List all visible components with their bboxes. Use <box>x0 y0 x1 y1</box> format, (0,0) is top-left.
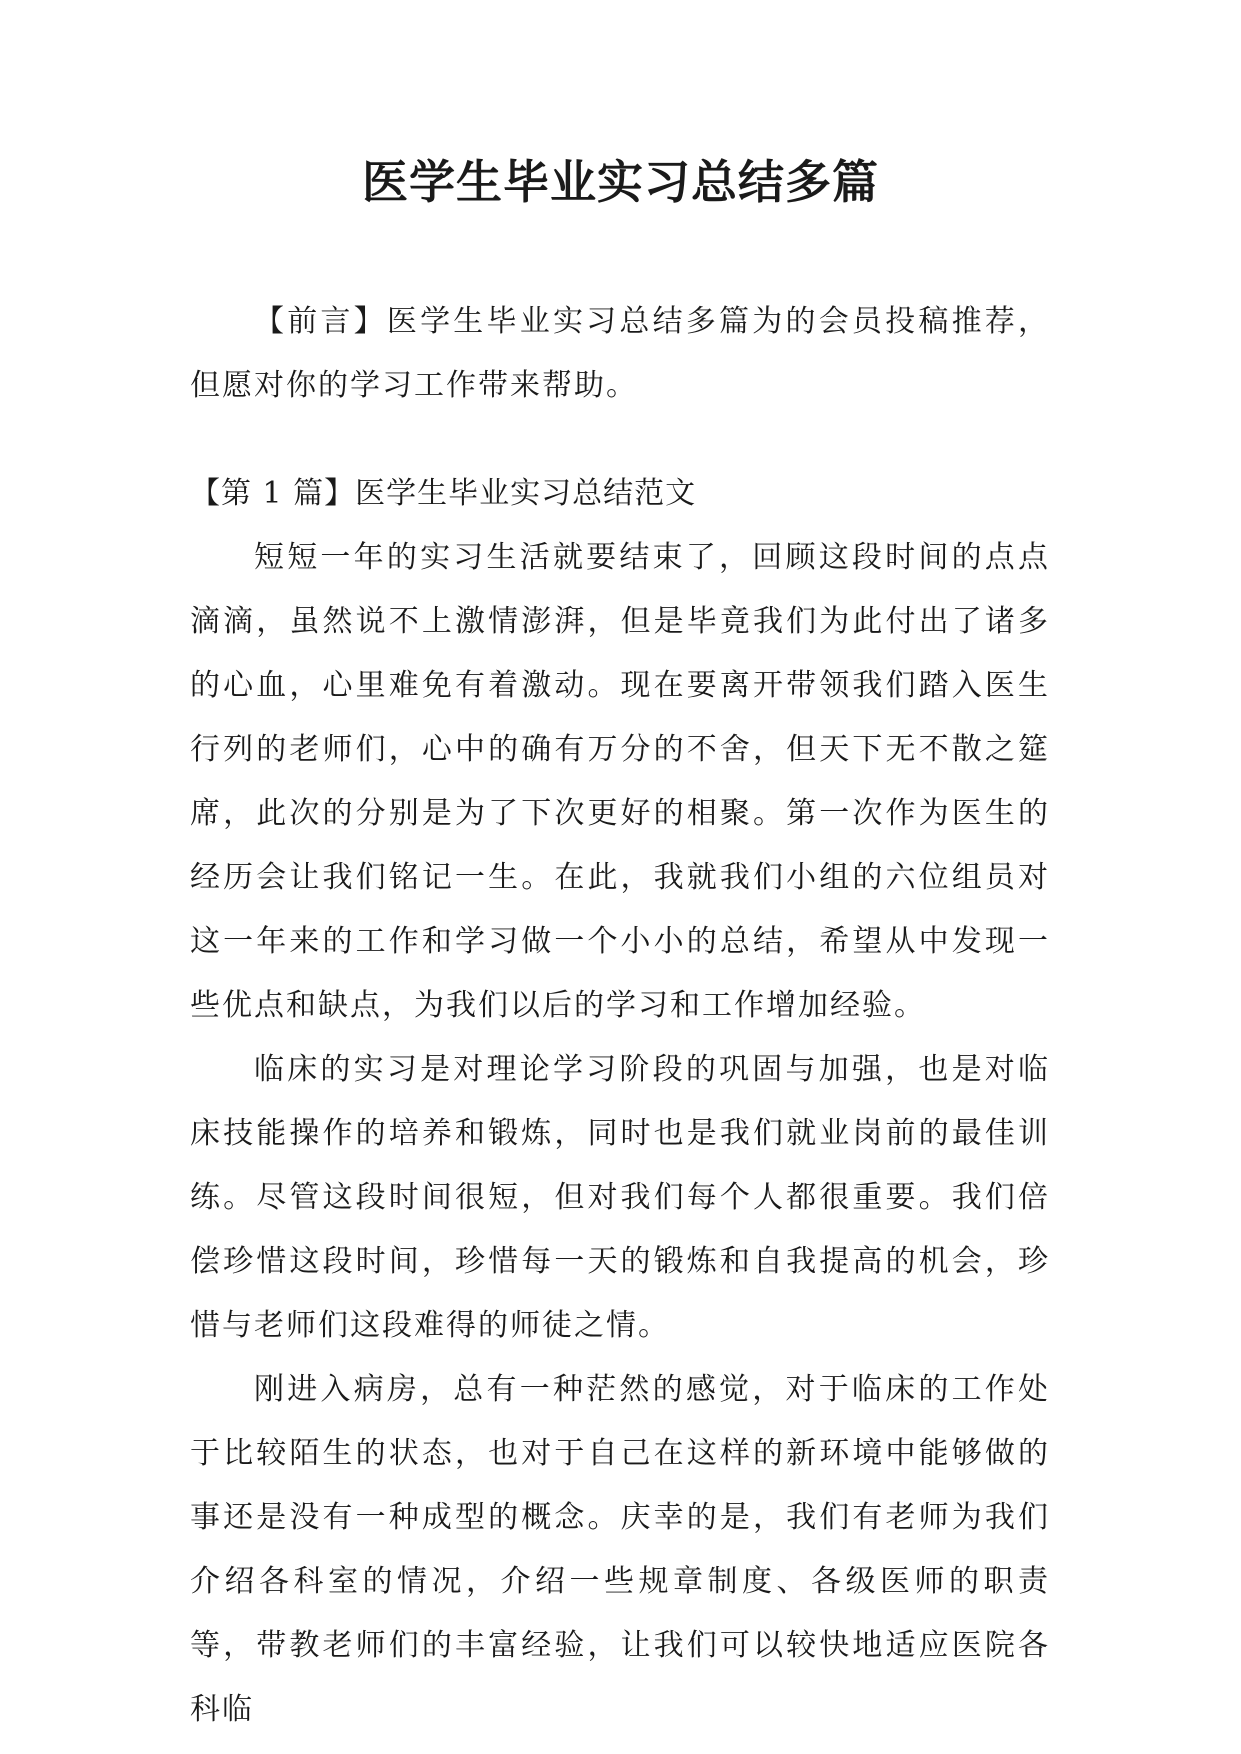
article-paragraph: 刚进入病房，总有一种茫然的感觉，对于临床的工作处于比较陌生的状态，也对于自己在这样的新环境中能够做的事还是没有一种成型的概念。庆幸的是，我们有老师为我们介绍各科室的情况，介绍一些规章制度、各级医师的职责等，带教老师们的丰富经验，让我们可以较快地适应医院各科临 <box>190 1372 1050 1727</box>
article-paragraph: 临床的实习是对理论学习阶段的巩固与加强，也是对临床技能操作的培养和锻炼，同时也是我们就业岗前的最佳训练。尽管这段时间很短，但对我们每个人都很重要。我们倍偿珍惜这段时间，珍惜每一天的锻炼和自我提高的机会，珍惜与老师们这段难得的师徒之情。 <box>190 1052 1050 1343</box>
article-paragraph: 短短一年的实习生活就要结束了，回顾这段时间的点点滴滴，虽然说不上激情澎湃，但是毕竟我们为此付出了诸多的心血，心里难免有着激动。现在要离开带领我们踏入医生行列的老师们，心中的确有万分的不舍，但天下无不散之筵席，此次的分别是为了下次更好的相聚。第一次作为医生的经历会让我们铭记一生。在此，我就我们小组的六位组员对这一年来的工作和学习做一个小小的总结，希望从中发现一些优点和缺点，为我们以后的学习和工作增加经验。 <box>190 540 1050 1023</box>
document-title: 医学生毕业实习总结多篇 <box>362 155 879 209</box>
preface-section <box>190 290 1050 418</box>
article-section <box>190 462 1050 1742</box>
preface-text: 【前言】医学生毕业实习总结多篇为的会员投稿推荐，但愿对你的学习工作带来帮助。 <box>190 304 1050 403</box>
article-heading: 【第 1 篇】医学生毕业实习总结范文 <box>190 476 697 511</box>
